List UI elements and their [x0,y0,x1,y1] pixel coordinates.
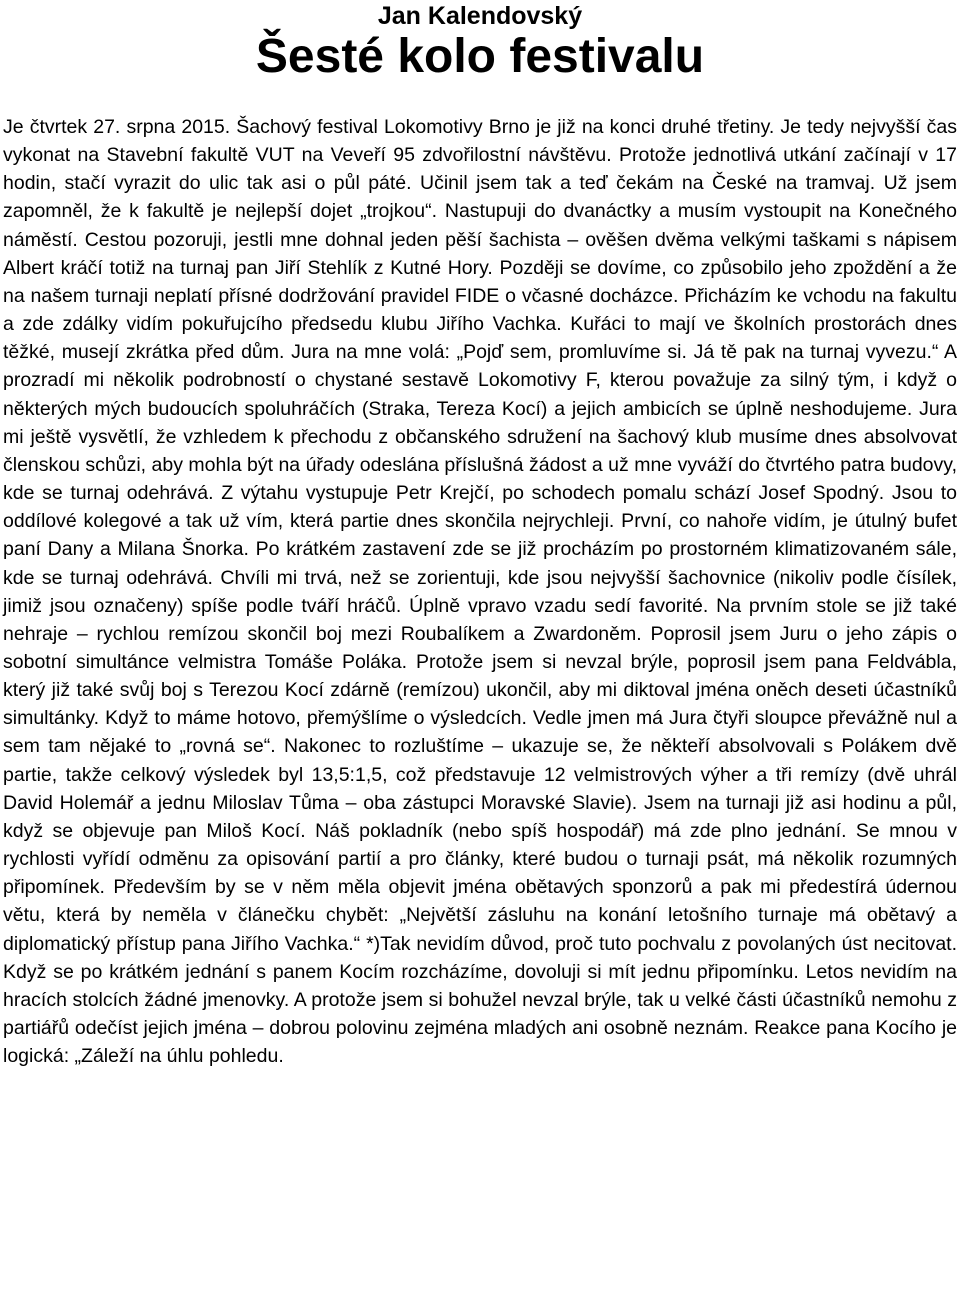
article-body: Je čtvrtek 27. srpna 2015. Šachový festival Lokomotivy Brno je již na konci druhé třetiny. Je tedy nejvyšší čas vykonat na Stavební fakultě VUT na Veveří 95 zdvořilostní návštěvu. Protože jednotlivá utkání začínají v 17 hodin, stačí vyrazit do ulic tak asi o půl páté. Učinil jsem tak a teď čekám na České na tramvaj. Už jsem zapomněl, že k fakultě je nejlepší dojet „trojkou“. Nastupuji do dvanáctky a musím vystoupit na Konečného náměstí. Cestou pozoruji, jestli mne dohnal jeden pěší šachista – ověšen dvěma velkými taškami s nápisem Albert kráčí totiž na turnaj pan Jiří Stehlík z Kutné Hory. Později se dovíme, co způsobilo jeho zpoždění a že na našem turnaji neplatí přísné dodržování pravidel FIDE o včasné docházce. Přicházím ke vchodu na fakultu a zde zdálky vidím pokuřujcího předsedu klubu Jiřího Vachka. Kuřáci to mají ve školních prostorách dnes těžké, musejí zkrátka před dům. Jura na mne volá: „Pojď sem, promluvíme si. Já tě pak na turnaj vyvezu.“ A prozradí mi několik podrobností o chystané sestavě Lokomotivy F, kterou považuje za silný tým, i když o některých mých budoucích spoluhráčích (Straka, Tereza Kocí) a jejich ambicích se úplně neshodujeme. Jura mi ještě vysvětlí, že vzhledem k přechodu z občanského sdružení na šachový klub musíme dnes absolvovat členskou schůzi, aby mohla být na úřady odeslána příslušná žádost a už mne vyváží do čtvrtého patra budovy, kde se turnaj odehrává. Z výtahu vystupuje Petr Krejčí, po schodech pomalu schází Josef Spodný. Jsou to oddílové kolegové a tak už vím, která partie dnes skončila nejrychleji. První, co nahoře vidím, je útulný bufet paní Dany a Milana Šnorka. Po krátkém zastavení zde se již procházím po prostorném klimatizovaném sále, kde se turnaj odehrává. Chvíli mi trvá, než se zorientuji, kde jsou nejvyšší šachovnice (nikoliv podle čísílek, jimiž jsou označeny) spíše podle tváří hráčů. Úplně vpravo vzadu sedí favorité. Na prvním stole se již také nehraje – rychlou remízou skončil boj mezi Roubalíkem a Zwardoněm. Poprosil jsem Juru o jeho zápis o sobotní simultánce velmistra Tomáše Poláka. Protože jsem si nevzal brýle, poprosil jsem pana Feldvábla, který již také svůj boj s Terezou Kocí zdárně (remízou) ukončil, aby mi diktoval jména oněch deseti účastníků simultánky. Když to máme hotovo, přemýšlíme o výsledcích. Vedle jmen má Jura čtyři sloupce převážně nul a sem tam nějaké to „rovná se“. Nakonec to rozluštíme – ukazuje se, že někteří absolvovali s Polákem dvě partie, takže celkový výsledek byl 13,5:1,5, což představuje 12 velmistrových výher a tři remízy (dvě uhrál David Holemář a jednu Miloslav Tůma – oba zástupci Moravské Slavie). Jsem na turnaji již asi hodinu a půl, když se objevuje pan Miloš Kocí. Náš pokladník (nebo spíš hospodář) má zde plno jednání. Se mnou v rychlosti vyřídí odměnu za opisování partií a pro články, které budou o turnaji psát, má několik rozumných připomínek. Především by se v něm měla objevit jména obětavých sponzorů a pak mi předestírá údernou větu, která by neměla v článečku chybět: „Největší zásluhu na konání letošního turnaje má obětavý a diplomatický přístup pana Jiřího Vachka.“ *)Tak nevidím důvod, proč tuto pochvalu z povolaných úst necitovat. Když se po krátkém jednání s panem Kocím rozcházíme, dovoluji si mít jednu připomínku. Letos nevidím na hracích stolcích žádné jmenovky. A protože jsem si bohužel nevzal brýle, tak u velké části účastníků nemohu z partiářů odečíst jejich jména – dobrou polovinu zejména mladých ani osobně neznám. Reakce pana Kocího je logická: „Záleží na úhlu pohledu. [3,116,957,1068]
article-title: Šesté kolo festivalu [255,30,705,83]
author-name: Jan Kalendovský [377,2,583,30]
